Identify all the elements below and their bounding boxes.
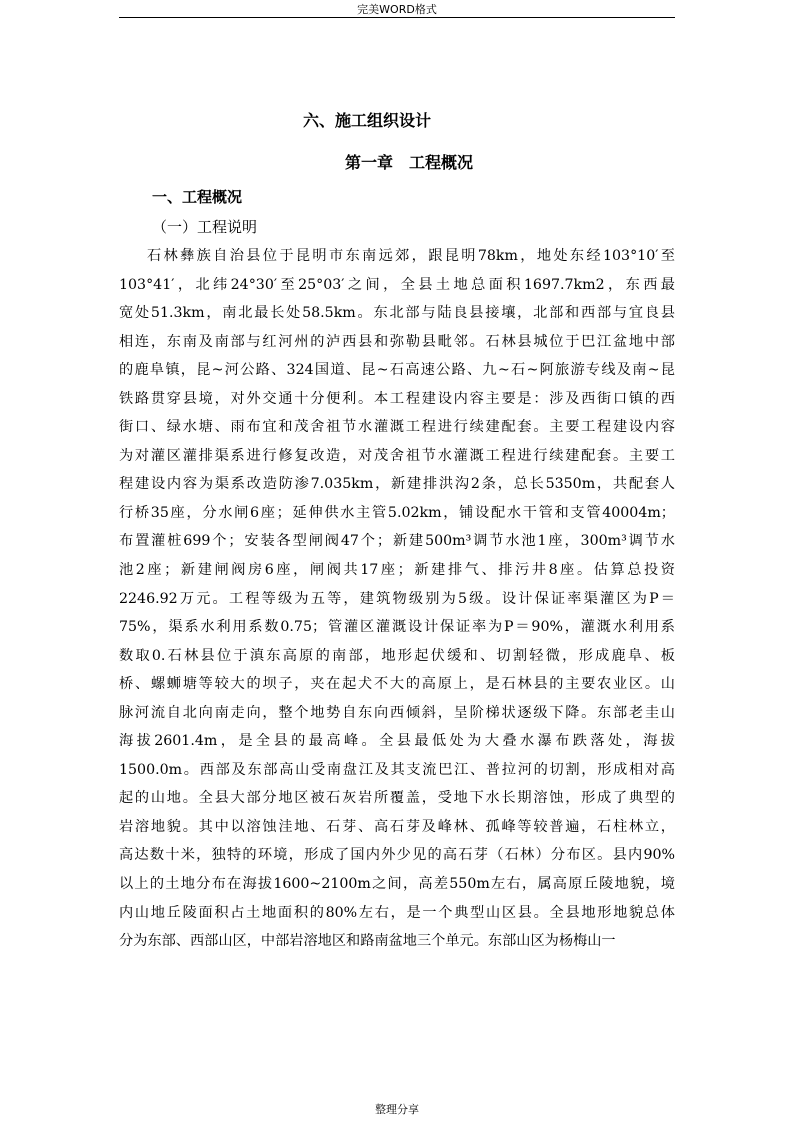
body-line: 内山地丘陵面积占土地面积的80%左右，是一个典型山区县。全县地形地貌总体 (119, 904, 675, 921)
page-header: 完美WORD格式 (357, 3, 437, 16)
body-line: 池2座；新建闸阀房6座，闸阀共17座；新建排气、排污井8座。估算总投资 (119, 562, 675, 579)
heading-level-1: 一、工程概况 (152, 188, 243, 206)
body-line: 岩溶地貌。其中以溶蚀洼地、石芽、高石芽及峰林、孤峰等较普遍，石柱林立， (119, 818, 675, 835)
body-line: 75%，渠系水利用系数0.75；管灌区灌溉设计保证率为P＝90%，灌溉水利用系 (119, 619, 675, 636)
body-paragraph (119, 242, 675, 956)
body-line: 行桥35座，分水闸6座；延伸供水主管5.02km，铺设配水干管和支管40004m； (119, 504, 675, 521)
body-line: 2246.92万元。工程等级为五等，建筑物级别为5级。设计保证率渠灌区为P＝ (119, 590, 675, 607)
body-line: 海拔2601.4m，是全县的最高峰。全县最低处为大叠水瀑布跌落处，海拔 (119, 733, 675, 750)
body-line: 1500.0m。西部及东部高山受南盘江及其支流巴江、普拉河的切割，形成相对高 (119, 761, 675, 778)
chapter-title: 第一章 工程概况 (344, 153, 473, 172)
body-line: 相连，东南及南部与红河州的泸西县和弥勒县毗邻。石林县城位于巴江盆地中部 (119, 333, 675, 350)
body-line: 高达数十米，独特的环境，形成了国内外少见的高石芽（石林）分布区。县内90% (119, 847, 675, 864)
body-line: 分为东部、西部山区，中部岩溶地区和路南盆地三个单元。东部山区为杨梅山一 (119, 933, 616, 950)
body-line: 桥、螺蛳塘等较大的坝子，夹在起犬不大的高原上，是石林县的主要农业区。山 (119, 676, 675, 693)
heading-level-2: （一）工程说明 (152, 218, 258, 236)
header-divider (119, 17, 675, 18)
body-line: 103°41′，北纬24°30′至25°03′之间，全县土地总面积1697.7km2，东西最 (119, 276, 675, 293)
body-line: 石林彝族自治县位于昆明市东南远郊，跟昆明78km，地处东经103°10′至 (147, 248, 675, 264)
body-line: 数取0.石林县位于滇东高原的南部，地形起伏缓和、切割轻微，形成鹿阜、板 (119, 647, 675, 664)
body-line: 以上的土地分布在海拔1600~2100m之间，高差550m左右，属高原丘陵地貌，境 (119, 876, 675, 893)
body-line: 的鹿阜镇，昆~河公路、324国道、昆~石高速公路、九~石~阿旅游专线及南~昆 (119, 362, 675, 379)
body-line: 布置灌桩699个；安装各型闸阀47个；新建500m³调节水池1座，300m³调节水 (119, 533, 675, 550)
body-line: 起的山地。全县大部分地区被石灰岩所覆盖，受地下水长期溶蚀，形成了典型的 (119, 790, 675, 807)
page-footer: 整理分享 (375, 1103, 419, 1116)
body-line: 街口、绿水塘、雨布宜和茂舍祖节水灌溉工程进行续建配套。主要工程建设内容 (119, 419, 675, 436)
body-line: 程建设内容为渠系改造防渗7.035km，新建排洪沟2条，总长5350m，共配套人 (119, 476, 675, 493)
body-line: 脉河流自北向南走向，整个地势自东向西倾斜，呈阶梯状逐级下降。东部老圭山 (119, 704, 675, 721)
body-line: 铁路贯穿县境，对外交通十分便利。本工程建设内容主要是：涉及西街口镇的西 (119, 390, 675, 407)
body-line: 宽处51.3km，南北最长处58.5km。东北部与陆良县接壤，北部和西部与宜良县 (119, 305, 675, 322)
body-line: 为对灌区灌排渠系进行修复改造，对茂舍祖节水灌溉工程进行续建配套。主要工 (119, 447, 675, 464)
section-title: 六、施工组织设计 (302, 111, 431, 130)
